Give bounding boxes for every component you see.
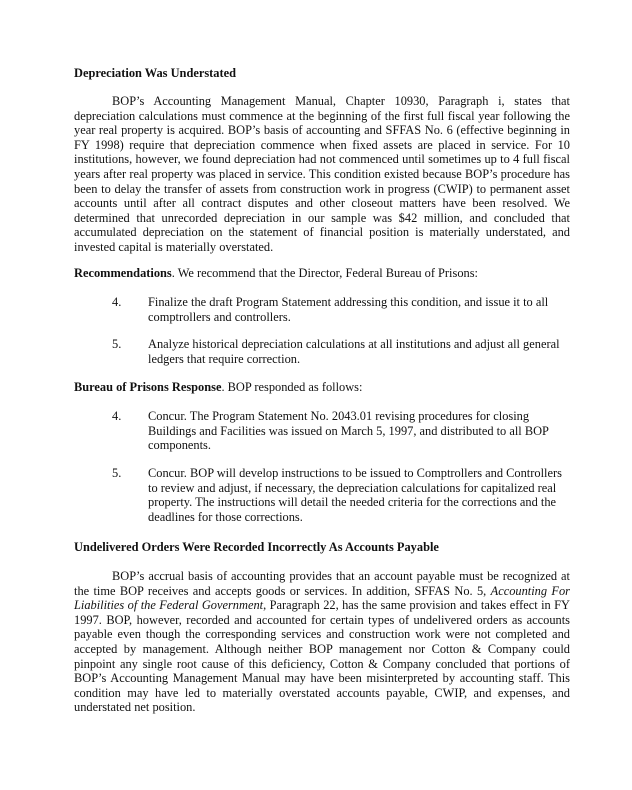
para-italic-title: Accounting For Liabilities of the Federal Government	[74, 583, 570, 613]
section-heading-undelivered-orders: Undelivered Orders Were Recorded Incorrectly As Accounts Payable	[74, 540, 439, 554]
section-heading-depreciation: Depreciation Was Understated	[74, 66, 236, 80]
recommendations-line	[74, 266, 478, 281]
item-text: Finalize the draft Program Statement addressing this condition, and issue it to all comptrollers and controllers.	[148, 295, 549, 324]
item-number: 4.	[112, 295, 122, 309]
response-intro: . BOP responded as follows:	[221, 380, 363, 394]
recommendations-intro: . We recommend that the Director, Federal Bureau of Prisons:	[171, 266, 478, 280]
depreciation-paragraph: BOP’s Accounting Management Manual, Chapter 10930, Paragraph i, states that depreciation calculations must commence at the beginning of the first full fiscal year following the year real property is acquired. BOP’s basis of accounting and SFFAS No. 6 (effective beginning in FY 1998) require that depreciation commence when fixed assets are placed in service. For 10 institutions, however, we found depreciation had not commenced until sometimes up to 4 full fiscal years after real property was placed in service. This condition existed because BOP’s procedure has been to delay the transfer of assets from construction work in progress (CWIP) to permanent asset accounts until after all contract disputes and other closeout matters have been resolved. We determined that unrecorded depreciation in our sample was $42 million, and concluded that accumulated depreciation on the statement of financial position is materially understated, and invested capital is materially overstated.	[74, 94, 570, 254]
undelivered-orders-paragraph	[74, 569, 570, 715]
para-text-1: BOP’s accrual basis of accounting provides that an account payable must be recognized at the time BOP receives and accepts goods or services. In addition, SFFAS No. 5,	[74, 569, 570, 598]
para-text-2: , Paragraph 22, has the same provision and takes effect in FY 1997. BOP, however, recorded and accounted for certain types of undelivered orders as accounts payable even though the corresponding services and construction work were not completed and accepted by management. Although neither BOP management nor Cotton & Company could pinpoint any single root cause of this deficiency, Cotton & Company concluded that portions of BOP’s Accounting Management Manual may have been misinterpreted by accounting staff. This condition may have led to materially overstated accounts payable, CWIP, and expenses, and understated net position.	[74, 598, 570, 715]
response-label: Bureau of Prisons Response	[74, 380, 222, 394]
item-number: 5.	[112, 337, 122, 351]
item-text: Concur. The Program Statement No. 2043.01 revising procedures for closing Buildings and Facilities was issued on March 5, 1997, and distributed to all BOP components.	[148, 409, 549, 453]
item-number: 4.	[112, 409, 122, 423]
response-line	[74, 380, 362, 395]
item-number: 5.	[112, 466, 122, 480]
item-text: Analyze historical depreciation calculations at all institutions and adjust all general ledgers that require correction.	[148, 337, 560, 366]
item-text: Concur. BOP will develop instructions to be issued to Comptrollers and Controllers to review and adjust, if necessary, the depreciation calculations for capitalized real property. The instructions will detail the needed criteria for the corrections and the deadlines for those corrections.	[148, 466, 562, 524]
recommendations-label: Recommendations	[74, 266, 172, 280]
